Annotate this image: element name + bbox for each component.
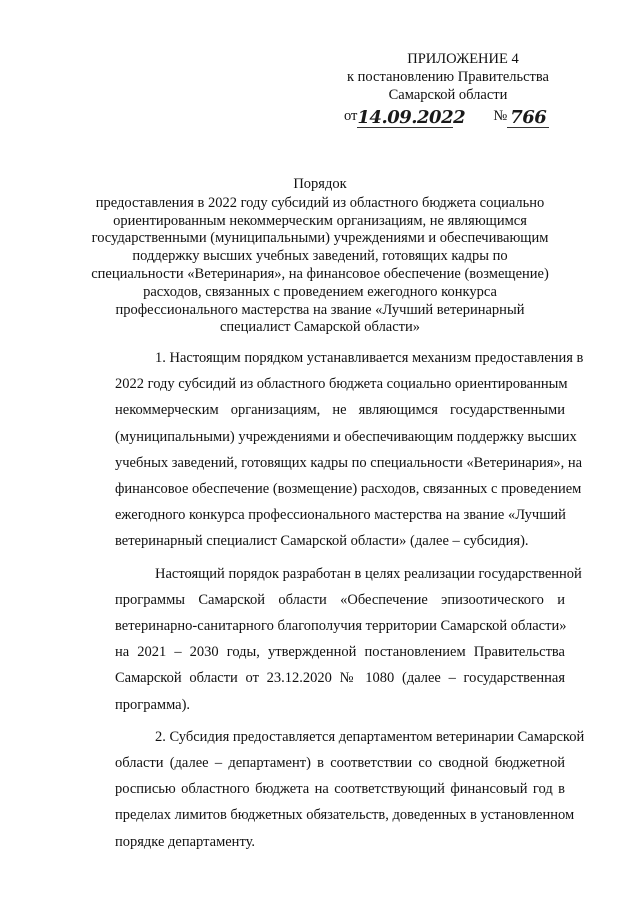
appendix-line-2: Самарской области <box>388 87 508 103</box>
appendix-title: ПРИЛОЖЕНИЕ 4 <box>407 51 519 67</box>
paragraph-line: росписью областного бюджета на соответствующий финансовый год в <box>115 781 565 798</box>
title-line: расходов, связанных с проведением ежегодного конкурса <box>143 283 497 300</box>
title-line: поддержку высших учебных заведений, готовящих кадры по <box>132 248 508 265</box>
paragraph-line: 2. Субсидия предоставляется департаментом ветеринарии Самарской <box>155 728 585 745</box>
paragraph-line: 2022 году субсидий из областного бюджета социально ориентированным <box>115 376 568 393</box>
paragraph-line: области (далее – департамент) в соответствии со сводной бюджетной <box>115 755 565 772</box>
paragraph-line: ветеринарно-санитарного благополучия территории Самарской области» <box>115 618 567 635</box>
title-line: ориентированным некоммерческим организациям, не являющимся <box>113 212 527 229</box>
decree-date-number <box>344 104 584 128</box>
paragraph-line: на 2021 – 2030 годы, утвержденной постановлением Правительства <box>115 644 565 661</box>
title-line: профессионального мастерства на звание «Лучший ветеринарный <box>115 301 525 318</box>
paragraph-line: Самарской области от 23.12.2020 № 1080 (далее – государственная <box>115 670 565 687</box>
title-line: предоставления в 2022 году субсидий из областного бюджета социально <box>95 194 545 211</box>
number-label: № <box>493 108 508 124</box>
paragraph-line: Настоящий порядок разработан в целях реализации государственной <box>155 565 582 582</box>
paragraph-line: 1. Настоящим порядком устанавливается механизм предоставления в <box>155 350 584 366</box>
from-label: от <box>344 108 358 124</box>
document-body <box>75 345 585 855</box>
appendix-header <box>318 50 578 104</box>
paragraph-line: некоммерческим организациям, не являющимся государственными <box>115 402 565 419</box>
paragraph-line: учебных заведений, готовящих кадры по специальности «Ветеринария», на <box>115 454 583 471</box>
paragraph-line: пределах лимитов бюджетных обязательств, доведенных в установленном <box>115 807 575 824</box>
paragraph-2 <box>75 561 582 718</box>
paragraph-line: ветеринарный специалист Самарской области» (далее – субсидия). <box>115 533 529 550</box>
paragraph-line: программа). <box>115 696 191 713</box>
title-heading: Порядок <box>293 176 347 192</box>
title-line: специалист Самарской области» <box>219 319 421 336</box>
document-title <box>80 176 560 337</box>
handwritten-number: 766 <box>507 109 549 128</box>
title-line: государственными (муниципальными) учреждениями и обеспечивающим <box>91 230 549 247</box>
title-line: специальности «Ветеринария», на финансовое обеспечение (возмещение) <box>91 265 549 282</box>
paragraph-line: программы Самарской области «Обеспечение эпизоотического и <box>115 591 565 608</box>
paragraph-line: порядке департаменту. <box>115 833 256 850</box>
paragraph-3 <box>75 724 585 855</box>
paragraph-line: ежегодного конкурса профессионального мастерства на звание «Лучший <box>115 507 566 524</box>
appendix-line-1: к постановлению Правительства <box>347 69 549 85</box>
paragraph-line: финансовое обеспечение (возмещение) расходов, связанных с проведением <box>115 481 582 498</box>
paragraph-1 <box>75 345 584 555</box>
paragraph-line: (муниципальными) учреждениями и обеспечивающим поддержку высших <box>115 428 577 445</box>
handwritten-date: 14.09.2022 <box>357 107 466 128</box>
